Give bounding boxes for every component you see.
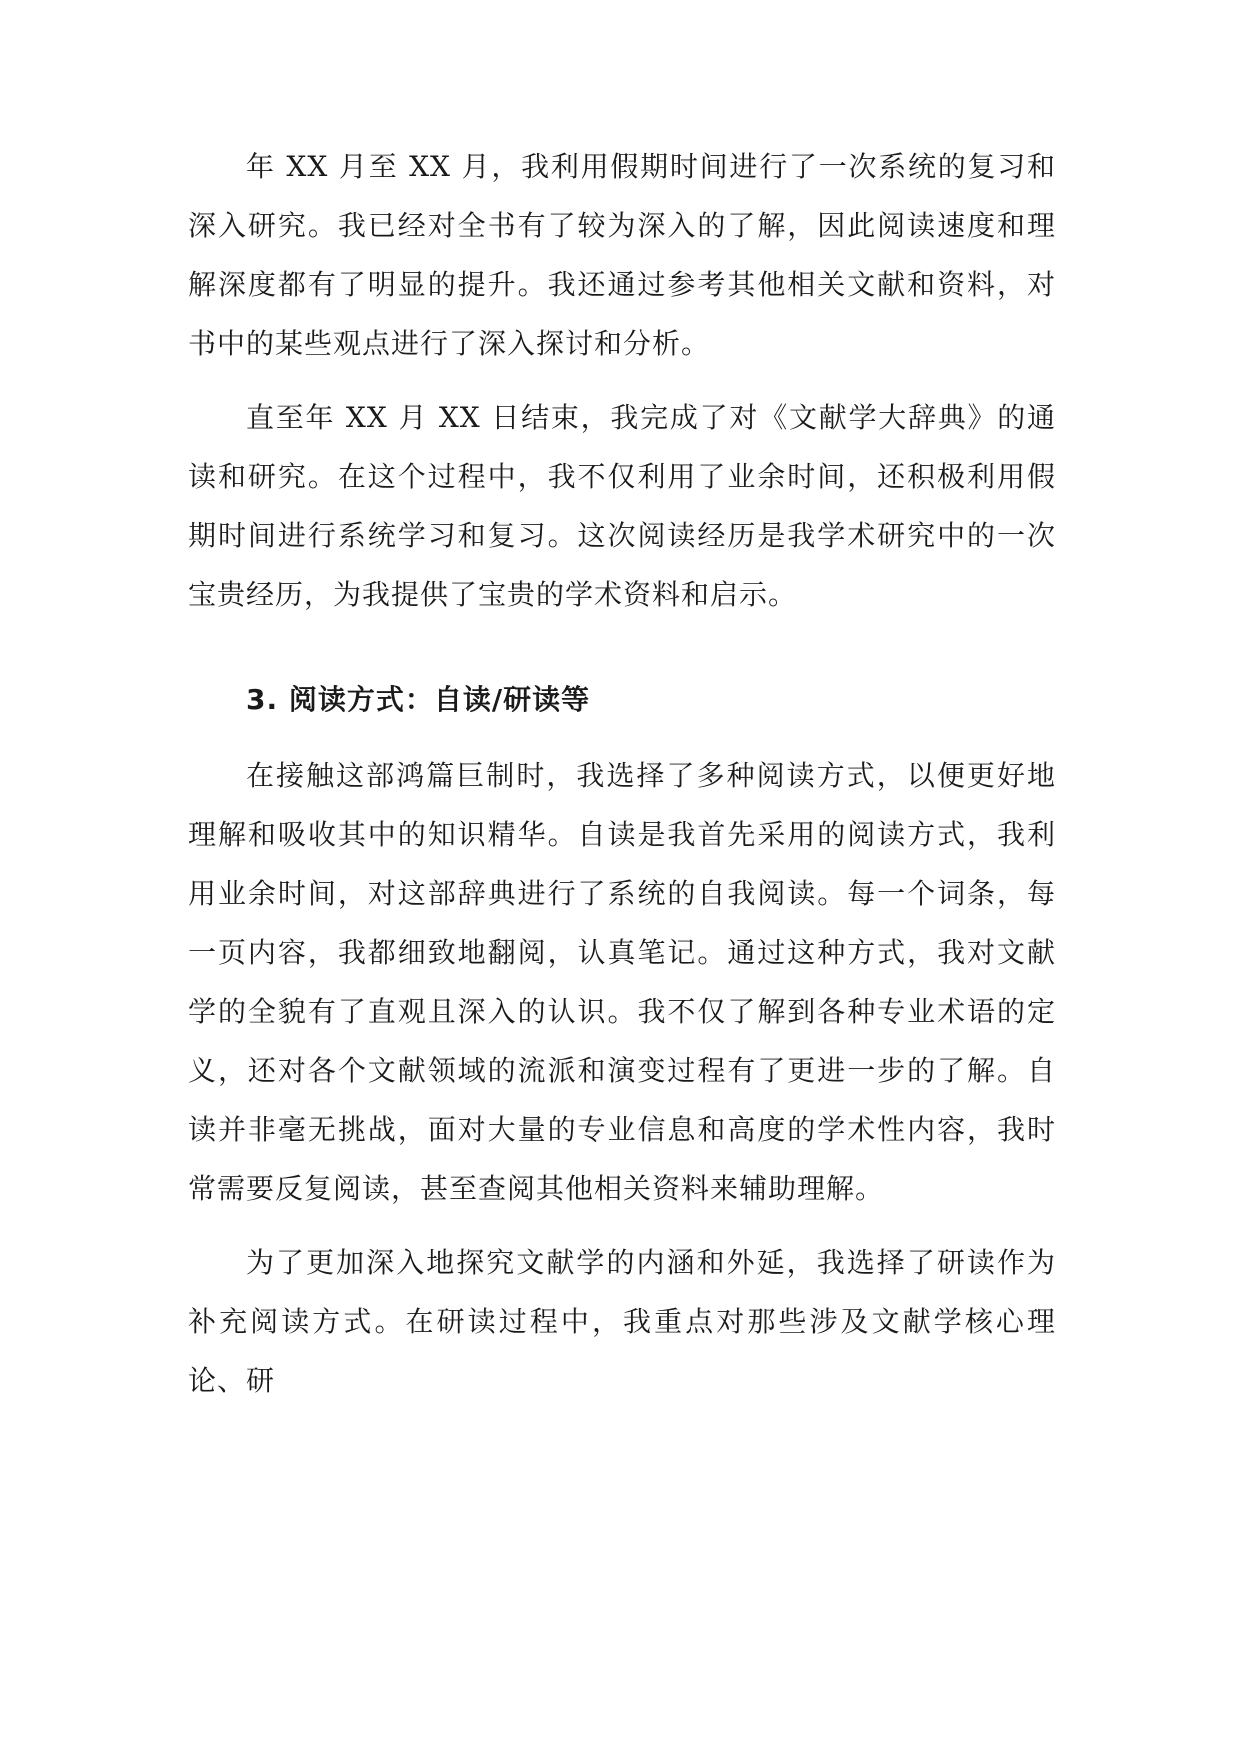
section-heading-reading-methods: 3. 阅读方式：自读/研读等	[246, 683, 591, 716]
paragraph-study-reading: 为了更加深入地探究文献学的内涵和外延，我选择了研读作为补充阅读方式。在研读过程中，我重点对那些涉及文献学核心理论、研	[188, 1246, 1056, 1397]
paragraph-completion: 直至年 XX 月 XX 日结束，我完成了对《文献学大辞典》的通读和研究。在这个过程中，我不仅利用了业余时间，还积极利用假期时间进行系统学习和复习。这次阅读经历是我学术研究中的一次宝贵经历，为我提供了宝贵的学术资料和启示。	[188, 401, 1056, 611]
document-body	[188, 137, 1056, 1410]
paragraph-self-reading: 在接触这部鸿篇巨制时，我选择了多种阅读方式，以便更好地理解和吸收其中的知识精华。自读是我首先采用的阅读方式，我利用业余时间，对这部辞典进行了系统的自我阅读。每一个词条，每一页内容，我都细致地翻阅，认真笔记。通过这种方式，我对文献学的全貌有了直观且深入的认识。我不仅了解到各种专业术语的定义，还对各个文献领域的流派和演变过程有了更进一步的了解。自读并非毫无挑战，面对大量的专业信息和高度的学术性内容，我时常需要反复阅读，甚至查阅其他相关资料来辅助理解。	[188, 759, 1056, 1205]
paragraph-review-period: 年 XX 月至 XX 月，我利用假期时间进行了一次系统的复习和深入研究。我已经对全书有了较为深入的了解，因此阅读速度和理解深度都有了明显的提升。我还通过参考其他相关文献和资料，对书中的某些观点进行了深入探讨和分析。	[188, 150, 1056, 360]
